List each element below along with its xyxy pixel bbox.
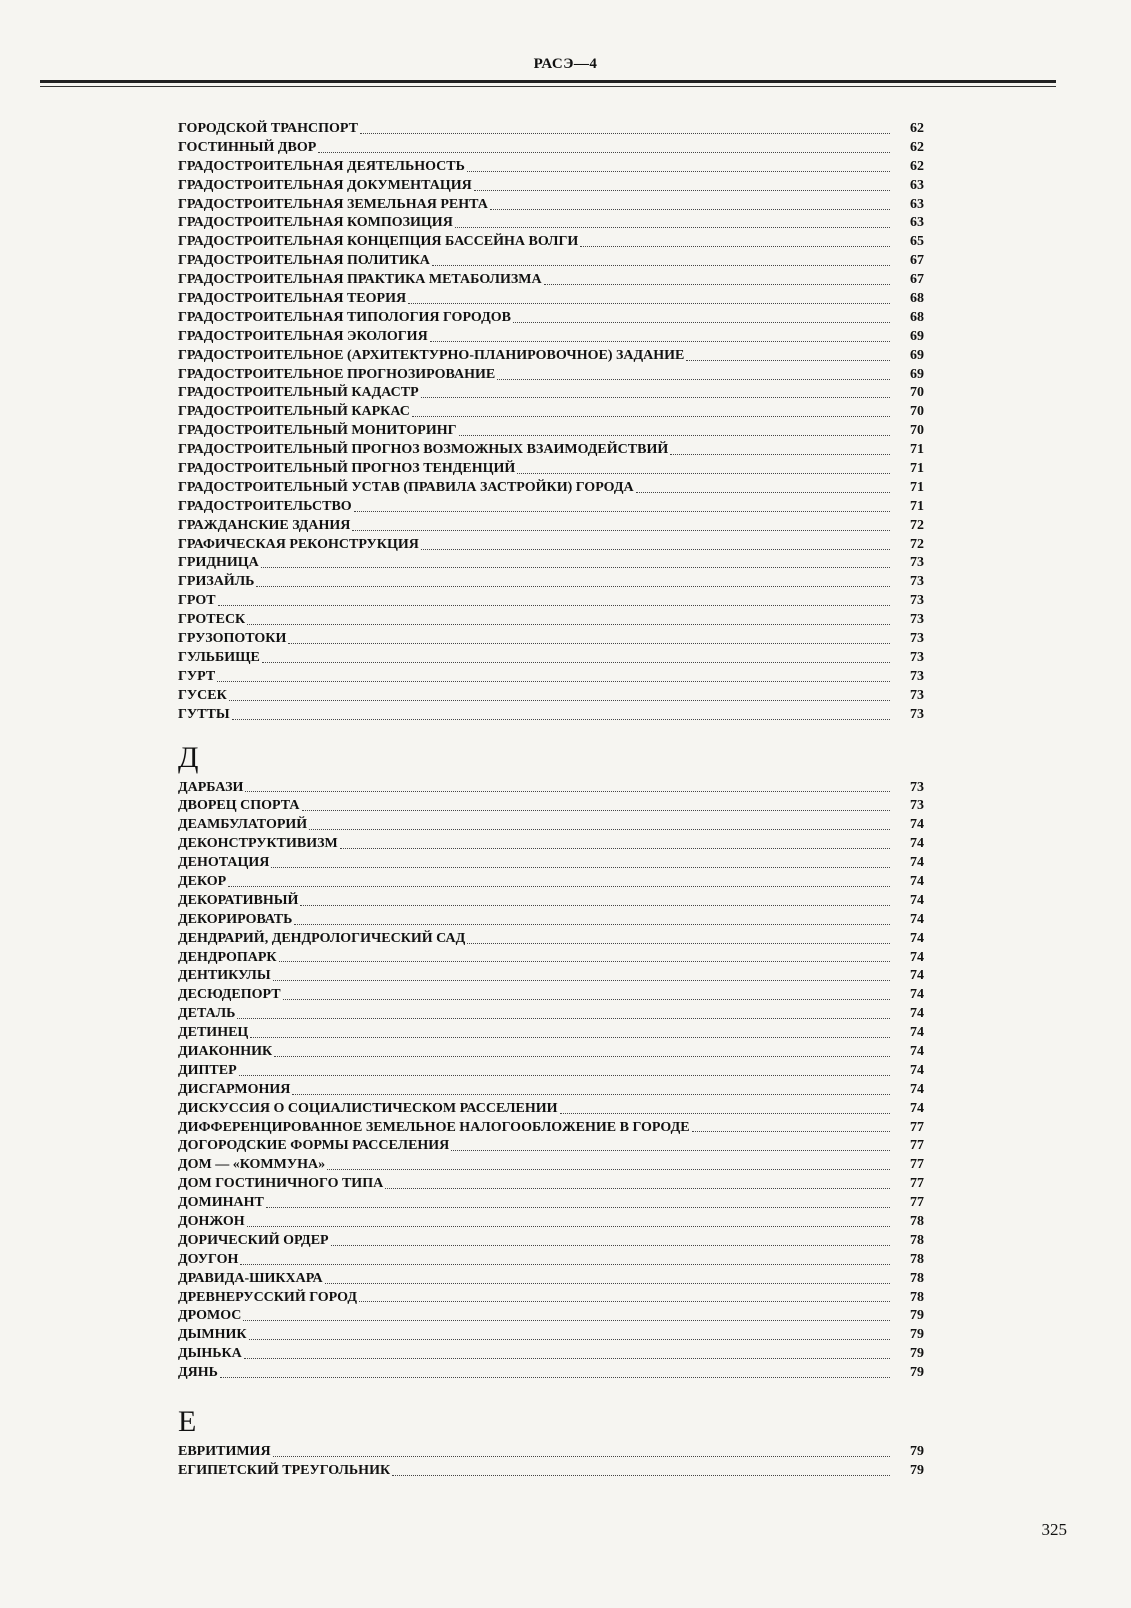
entry-page: 78 bbox=[910, 1270, 924, 1286]
entry-term: ДЕТИНЕЦ bbox=[178, 1025, 249, 1041]
entry-term: ГОСТИННЫЙ ДВОР bbox=[178, 139, 317, 155]
entry-term: ГРАДОСТРОИТЕЛЬНАЯ ДОКУМЕНТАЦИЯ bbox=[178, 177, 472, 193]
index-entry bbox=[178, 816, 924, 835]
entry-term: ГУРТ bbox=[178, 668, 216, 684]
index-entry bbox=[178, 366, 924, 385]
section-letter: Д bbox=[178, 740, 199, 774]
entry-term: ДИСКУССИЯ О СОЦИАЛИСТИЧЕСКОМ РАССЕЛЕНИИ bbox=[178, 1100, 558, 1116]
entry-term: ДОУГОН bbox=[178, 1251, 239, 1267]
entry-page: 63 bbox=[910, 196, 924, 212]
entry-page: 74 bbox=[910, 1025, 924, 1041]
entry-term: ГРАДОСТРОИТЕЛЬНАЯ ПОЛИТИКА bbox=[178, 253, 430, 269]
entry-term: ДЫНЬКА bbox=[178, 1346, 242, 1362]
entry-term: ДЕНДРАРИЙ, ДЕНДРОЛОГИЧЕСКИЙ САД bbox=[178, 930, 466, 946]
dot-leader bbox=[302, 810, 890, 811]
dot-leader bbox=[544, 284, 890, 285]
entry-page: 69 bbox=[910, 328, 924, 344]
entry-page: 77 bbox=[910, 1176, 924, 1192]
dot-leader bbox=[360, 133, 890, 134]
entry-term: ГУСЕК bbox=[178, 687, 227, 703]
index-entry bbox=[178, 949, 924, 968]
entry-page: 62 bbox=[910, 139, 924, 155]
index-entry bbox=[178, 1043, 924, 1062]
dot-leader bbox=[273, 1456, 890, 1457]
dot-leader bbox=[288, 643, 890, 644]
entry-term: ДЕКОРИРОВАТЬ bbox=[178, 911, 293, 927]
entry-page: 67 bbox=[910, 253, 924, 269]
index-entry bbox=[178, 592, 924, 611]
index-entry bbox=[178, 1213, 924, 1232]
dot-leader bbox=[247, 1226, 890, 1227]
dot-leader bbox=[266, 1207, 890, 1208]
index-entry bbox=[178, 706, 924, 725]
entry-page: 79 bbox=[910, 1444, 924, 1459]
entry-term: ГРАДОСТРОИТЕЛЬНАЯ ДЕЯТЕЛЬНОСТЬ bbox=[178, 158, 465, 174]
index-entry bbox=[178, 1462, 924, 1481]
entry-term: ДОГОРОДСКИЕ ФОРМЫ РАССЕЛЕНИЯ bbox=[178, 1138, 450, 1154]
dot-leader bbox=[229, 700, 890, 701]
index-entry bbox=[178, 498, 924, 517]
entry-page: 63 bbox=[910, 215, 924, 231]
index-entry bbox=[178, 630, 924, 649]
entry-page: 73 bbox=[910, 779, 924, 795]
dot-leader bbox=[232, 719, 890, 720]
entry-term: ГРАДОСТРОИТЕЛЬНОЕ (АРХИТЕКТУРНО-ПЛАНИРОВОЧНОЕ) ЗАДАНИЕ bbox=[178, 347, 685, 363]
entry-page: 70 bbox=[910, 385, 924, 401]
index-entry bbox=[178, 536, 924, 555]
dot-leader bbox=[218, 605, 890, 606]
entry-term: ГРАЖДАНСКИЕ ЗДАНИЯ bbox=[178, 517, 351, 533]
dot-leader bbox=[273, 980, 890, 981]
index-entry bbox=[178, 611, 924, 630]
index-entry bbox=[178, 139, 924, 158]
entry-term: ГРАДОСТРОИТЕЛЬНОЕ ПРОГНОЗИРОВАНИЕ bbox=[178, 366, 496, 382]
entry-term: ДЕСЮДЕПОРТ bbox=[178, 987, 281, 1003]
index-entry bbox=[178, 1119, 924, 1138]
entry-term: ГРАДОСТРОИТЕЛЬНЫЙ ПРОГНОЗ ВОЗМОЖНЫХ ВЗАИМОДЕЙСТВИЙ bbox=[178, 442, 669, 458]
dot-leader bbox=[359, 1301, 890, 1302]
entry-term: ГРИДНИЦА bbox=[178, 555, 259, 571]
dot-leader bbox=[455, 227, 890, 228]
index-entry bbox=[178, 1364, 924, 1383]
entry-term: ГРАДОСТРОИТЕЛЬНЫЙ КАРКАС bbox=[178, 404, 410, 420]
dot-leader bbox=[292, 1094, 890, 1095]
dot-leader bbox=[244, 1358, 890, 1359]
dot-leader bbox=[249, 1339, 890, 1340]
dot-leader bbox=[300, 905, 890, 906]
index-entry bbox=[178, 441, 924, 460]
entry-term: ДИФФЕРЕНЦИРОВАННОЕ ЗЕМЕЛЬНОЕ НАЛОГООБЛОЖЕНИЕ В ГОРОДЕ bbox=[178, 1119, 690, 1135]
index-entry bbox=[178, 1289, 924, 1308]
entry-page: 73 bbox=[910, 706, 924, 722]
entry-page: 74 bbox=[910, 968, 924, 984]
entry-term: ДОНЖОН bbox=[178, 1213, 245, 1229]
entry-page: 74 bbox=[910, 1081, 924, 1097]
entry-term: ДЕТАЛЬ bbox=[178, 1006, 236, 1022]
entry-page: 73 bbox=[910, 631, 924, 647]
entry-page: 77 bbox=[910, 1119, 924, 1135]
entry-term: ГРОТ bbox=[178, 593, 216, 609]
index-entry bbox=[178, 1005, 924, 1024]
index-entry bbox=[178, 1232, 924, 1251]
index-list bbox=[178, 120, 924, 1481]
dot-leader bbox=[430, 341, 890, 342]
entry-term: ЕВРИТИМИЯ bbox=[178, 1444, 271, 1459]
entry-term: ДРЕВНЕРУССКИЙ ГОРОД bbox=[178, 1289, 357, 1305]
entry-page: 73 bbox=[910, 612, 924, 628]
entry-page: 68 bbox=[910, 309, 924, 325]
entry-page: 74 bbox=[910, 855, 924, 871]
index-entry bbox=[178, 854, 924, 873]
dot-leader bbox=[294, 924, 890, 925]
dot-leader bbox=[686, 360, 890, 361]
entry-page: 73 bbox=[910, 649, 924, 665]
index-entry bbox=[178, 911, 924, 930]
index-entry bbox=[178, 779, 924, 798]
index-entry bbox=[178, 384, 924, 403]
entry-term: ГРАДОСТРОИТЕЛЬНЫЙ МОНИТОРИНГ bbox=[178, 423, 457, 439]
entry-page: 73 bbox=[910, 798, 924, 814]
entry-page: 67 bbox=[910, 272, 924, 288]
entry-page: 62 bbox=[910, 121, 924, 136]
dot-leader bbox=[271, 867, 890, 868]
entry-page: 71 bbox=[910, 442, 924, 458]
dot-leader bbox=[490, 209, 890, 210]
dot-leader bbox=[331, 1245, 890, 1246]
dot-leader bbox=[513, 322, 890, 323]
entry-page: 70 bbox=[910, 404, 924, 420]
entry-page: 73 bbox=[910, 555, 924, 571]
index-entry bbox=[178, 1345, 924, 1364]
header-rule-thin bbox=[40, 86, 1056, 87]
entry-page: 74 bbox=[910, 1100, 924, 1116]
dot-leader bbox=[243, 1320, 890, 1321]
entry-term: ДВОРЕЦ СПОРТА bbox=[178, 798, 300, 814]
dot-leader bbox=[325, 1283, 890, 1284]
dot-leader bbox=[250, 1037, 890, 1038]
dot-leader bbox=[459, 435, 890, 436]
entry-page: 74 bbox=[910, 892, 924, 908]
entry-term: ДИПТЕР bbox=[178, 1062, 237, 1078]
entry-page: 71 bbox=[910, 479, 924, 495]
entry-page: 73 bbox=[910, 668, 924, 684]
entry-page: 74 bbox=[910, 836, 924, 852]
entry-term: ДЕКОНСТРУКТИВИЗМ bbox=[178, 836, 338, 852]
index-entry bbox=[178, 1326, 924, 1345]
dot-leader bbox=[692, 1131, 890, 1132]
index-entry bbox=[178, 1156, 924, 1175]
entry-page: 70 bbox=[910, 423, 924, 439]
index-entry bbox=[178, 1024, 924, 1043]
entry-page: 74 bbox=[910, 911, 924, 927]
entry-term: ДЕНОТАЦИЯ bbox=[178, 855, 270, 871]
dot-leader bbox=[474, 190, 890, 191]
index-entry bbox=[178, 797, 924, 816]
index-entry bbox=[178, 1194, 924, 1213]
entry-page: 78 bbox=[910, 1289, 924, 1305]
index-entry bbox=[178, 930, 924, 949]
index-entry bbox=[178, 479, 924, 498]
dot-leader bbox=[228, 886, 890, 887]
entry-page: 68 bbox=[910, 291, 924, 307]
entry-page: 78 bbox=[910, 1251, 924, 1267]
entry-page: 77 bbox=[910, 1195, 924, 1211]
index-entry bbox=[178, 252, 924, 271]
dot-leader bbox=[467, 943, 890, 944]
index-entry bbox=[178, 309, 924, 328]
entry-page: 74 bbox=[910, 817, 924, 833]
entry-page: 77 bbox=[910, 1157, 924, 1173]
entry-term: ДРАВИДА-ШИКХАРА bbox=[178, 1270, 323, 1286]
entry-page: 79 bbox=[910, 1327, 924, 1343]
index-entry bbox=[178, 835, 924, 854]
dot-leader bbox=[467, 171, 890, 172]
entry-page: 79 bbox=[910, 1462, 924, 1478]
entry-page: 65 bbox=[910, 234, 924, 250]
entry-term: ГРУЗОПОТОКИ bbox=[178, 631, 287, 647]
header-rule-thick bbox=[40, 80, 1056, 83]
dot-leader bbox=[421, 397, 890, 398]
entry-term: ДЕНТИКУЛЫ bbox=[178, 968, 271, 984]
index-section bbox=[178, 1401, 924, 1481]
entry-term: ГРАДОСТРОИТЕЛЬНАЯ КОМПОЗИЦИЯ bbox=[178, 215, 453, 231]
dot-leader bbox=[408, 303, 890, 304]
index-entry bbox=[178, 271, 924, 290]
index-entry bbox=[178, 668, 924, 687]
dot-leader bbox=[327, 1169, 890, 1170]
index-entry bbox=[178, 422, 924, 441]
index-entry bbox=[178, 1270, 924, 1289]
dot-leader bbox=[340, 848, 890, 849]
dot-leader bbox=[421, 549, 890, 550]
entry-term: ГРАДОСТРОИТЕЛЬСТВО bbox=[178, 498, 352, 514]
index-entry bbox=[178, 1175, 924, 1194]
index-section bbox=[178, 120, 924, 725]
dot-leader bbox=[217, 681, 890, 682]
entry-term: ГРАДОСТРОИТЕЛЬНАЯ КОНЦЕПЦИЯ БАССЕЙНА ВОЛГИ bbox=[178, 234, 579, 250]
dot-leader bbox=[247, 624, 890, 625]
entry-term: ДЕКОРАТИВНЫЙ bbox=[178, 892, 299, 908]
entry-page: 78 bbox=[910, 1232, 924, 1248]
index-entry bbox=[178, 196, 924, 215]
index-entry bbox=[178, 403, 924, 422]
dot-leader bbox=[220, 1377, 890, 1378]
dot-leader bbox=[256, 586, 890, 587]
index-section bbox=[178, 737, 924, 1384]
index-entry bbox=[178, 120, 924, 139]
index-entry bbox=[178, 986, 924, 1005]
index-entry bbox=[178, 214, 924, 233]
dot-leader bbox=[517, 473, 890, 474]
index-entry bbox=[178, 1100, 924, 1119]
entry-term: ГРАДОСТРОИТЕЛЬНЫЙ КАДАСТР bbox=[178, 385, 419, 401]
entry-term: ГУТТЫ bbox=[178, 706, 230, 722]
dot-leader bbox=[245, 791, 890, 792]
page-number: 325 bbox=[1041, 1520, 1067, 1539]
index-entry bbox=[178, 347, 924, 366]
index-entry bbox=[178, 460, 924, 479]
entry-page: 79 bbox=[910, 1308, 924, 1324]
entry-term: ГРАДОСТРОИТЕЛЬНАЯ ПРАКТИКА МЕТАБОЛИЗМА bbox=[178, 272, 542, 288]
dot-leader bbox=[354, 511, 890, 512]
entry-page: 73 bbox=[910, 574, 924, 590]
entry-term: ДРОМОС bbox=[178, 1308, 242, 1324]
entry-term: ДЫМНИК bbox=[178, 1327, 247, 1343]
index-entry bbox=[178, 1251, 924, 1270]
index-entry bbox=[178, 554, 924, 573]
dot-leader bbox=[279, 961, 890, 962]
entry-term: ДОМ — «КОММУНА» bbox=[178, 1157, 326, 1173]
entry-page: 63 bbox=[910, 177, 924, 193]
dot-leader bbox=[237, 1018, 890, 1019]
entry-term: ГРАДОСТРОИТЕЛЬНЫЙ УСТАВ (ПРАВИЛА ЗАСТРОЙКИ) ГОРОДА bbox=[178, 479, 634, 495]
entry-page: 71 bbox=[910, 461, 924, 477]
entry-term: ГРАДОСТРОИТЕЛЬНАЯ ЗЕМЕЛЬНАЯ РЕНТА bbox=[178, 196, 488, 212]
entry-page: 78 bbox=[910, 1213, 924, 1229]
entry-page: 72 bbox=[910, 536, 924, 552]
dot-leader bbox=[670, 454, 890, 455]
dot-leader bbox=[412, 416, 890, 417]
index-entry bbox=[178, 1062, 924, 1081]
entry-term: ГРАДОСТРОИТЕЛЬНАЯ ТЕОРИЯ bbox=[178, 291, 407, 307]
index-entry bbox=[178, 158, 924, 177]
entry-term: ДЕКОР bbox=[178, 873, 227, 889]
entry-term: ДОМ ГОСТИНИЧНОГО ТИПА bbox=[178, 1176, 384, 1192]
entry-term: ГРАФИЧЕСКАЯ РЕКОНСТРУКЦИЯ bbox=[178, 536, 419, 552]
entry-term: ДЯНЬ bbox=[178, 1365, 218, 1381]
entry-page: 74 bbox=[910, 930, 924, 946]
entry-page: 73 bbox=[910, 687, 924, 703]
index-entry bbox=[178, 177, 924, 196]
index-entry bbox=[178, 573, 924, 592]
entry-page: 72 bbox=[910, 517, 924, 533]
entry-page: 77 bbox=[910, 1138, 924, 1154]
index-entry bbox=[178, 892, 924, 911]
index-entry bbox=[178, 1081, 924, 1100]
entry-page: 69 bbox=[910, 366, 924, 382]
entry-page: 79 bbox=[910, 1346, 924, 1362]
entry-page: 74 bbox=[910, 987, 924, 1003]
dot-leader bbox=[318, 152, 890, 153]
index-entry bbox=[178, 1137, 924, 1156]
dot-leader bbox=[636, 492, 890, 493]
index-entry bbox=[178, 649, 924, 668]
entry-term: ГУЛЬБИЩЕ bbox=[178, 649, 260, 665]
entry-term: ГРИЗАЙЛЬ bbox=[178, 574, 255, 590]
index-entry bbox=[178, 290, 924, 309]
index-entry bbox=[178, 967, 924, 986]
entry-term: ДОМИНАНТ bbox=[178, 1195, 264, 1211]
index-entry bbox=[178, 328, 924, 347]
entry-term: ДИСГАРМОНИЯ bbox=[178, 1081, 291, 1097]
dot-leader bbox=[274, 1056, 890, 1057]
dot-leader bbox=[385, 1188, 890, 1189]
dot-leader bbox=[580, 246, 890, 247]
entry-page: 69 bbox=[910, 347, 924, 363]
dot-leader bbox=[309, 829, 890, 830]
entry-page: 62 bbox=[910, 158, 924, 174]
section-letter: Е bbox=[178, 1405, 197, 1438]
index-entry bbox=[178, 687, 924, 706]
entry-term: ГОРОДСКОЙ ТРАНСПОРТ bbox=[178, 121, 358, 136]
index-entry bbox=[178, 517, 924, 536]
dot-leader bbox=[283, 999, 890, 1000]
entry-term: ДЕАМБУЛАТОРИЙ bbox=[178, 817, 308, 833]
dot-leader bbox=[497, 379, 890, 380]
entry-term: ДАРБАЗИ bbox=[178, 779, 244, 795]
index-entry bbox=[178, 1443, 924, 1462]
entry-term: ДОРИЧЕСКИЙ ОРДЕР bbox=[178, 1232, 329, 1248]
dot-leader bbox=[262, 662, 890, 663]
entry-page: 79 bbox=[910, 1365, 924, 1381]
entry-page: 74 bbox=[910, 1062, 924, 1078]
index-entry bbox=[178, 1307, 924, 1326]
dot-leader bbox=[432, 265, 890, 266]
entry-term: ГРАДОСТРОИТЕЛЬНАЯ ТИПОЛОГИЯ ГОРОДОВ bbox=[178, 309, 511, 325]
entry-term: ГРАДОСТРОИТЕЛЬНАЯ ЭКОЛОГИЯ bbox=[178, 328, 428, 344]
entry-term: ЕГИПЕТСКИЙ ТРЕУГОЛЬНИК bbox=[178, 1462, 391, 1478]
entry-term: ДЕНДРОПАРК bbox=[178, 949, 277, 965]
entry-page: 71 bbox=[910, 498, 924, 514]
entry-term: ДИАКОННИК bbox=[178, 1043, 273, 1059]
entry-page: 73 bbox=[910, 593, 924, 609]
dot-leader bbox=[392, 1475, 890, 1476]
index-entry bbox=[178, 873, 924, 892]
entry-page: 74 bbox=[910, 873, 924, 889]
dot-leader bbox=[240, 1264, 890, 1265]
entry-page: 74 bbox=[910, 1043, 924, 1059]
dot-leader bbox=[261, 567, 890, 568]
index-entry bbox=[178, 233, 924, 252]
dot-leader bbox=[239, 1075, 890, 1076]
header-title: РАСЭ—4 bbox=[533, 56, 598, 72]
dot-leader bbox=[560, 1113, 890, 1114]
entry-term: ГРОТЕСК bbox=[178, 612, 246, 628]
entry-term: ГРАДОСТРОИТЕЛЬНЫЙ ПРОГНОЗ ТЕНДЕНЦИЙ bbox=[178, 461, 516, 477]
dot-leader bbox=[352, 530, 890, 531]
entry-page: 74 bbox=[910, 1006, 924, 1022]
dot-leader bbox=[451, 1150, 890, 1151]
entry-page: 74 bbox=[910, 949, 924, 965]
